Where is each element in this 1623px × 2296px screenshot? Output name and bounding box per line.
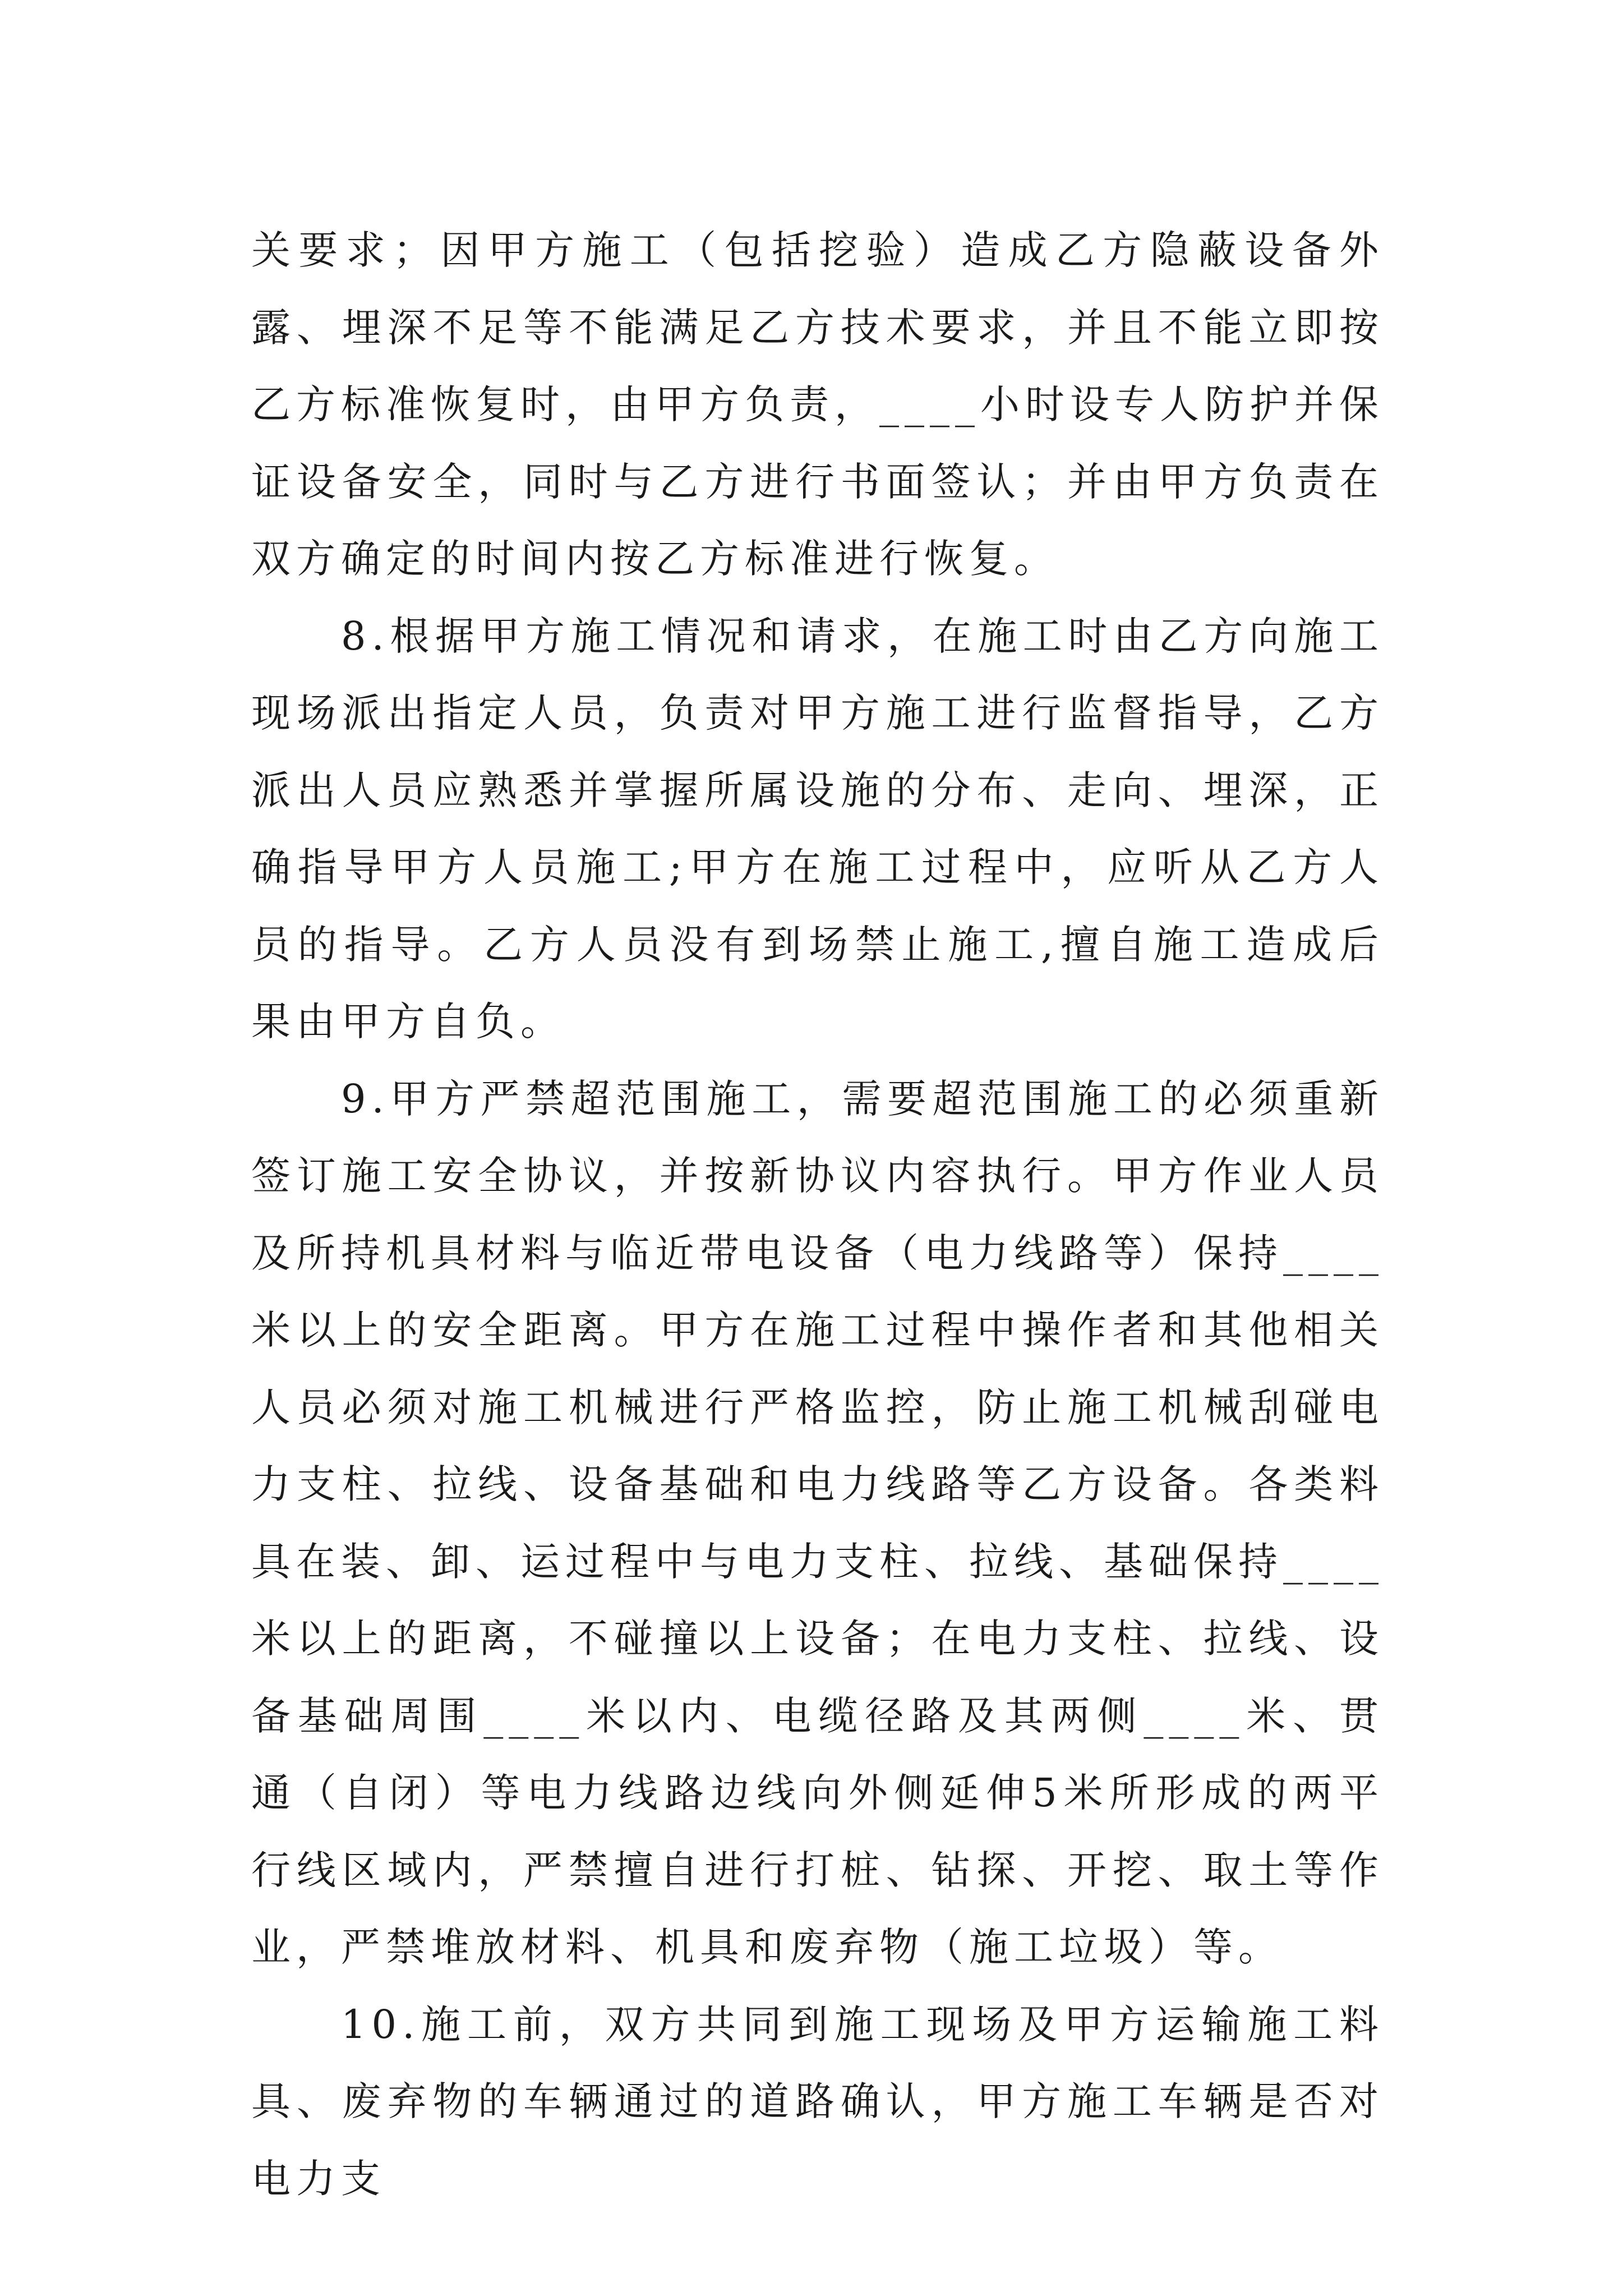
- paragraph-9: 9.甲方严禁超范围施工，需要超范围施工的必须重新签订施工安全协议，并按新协议内容执行。甲方作业人员及所持机具材料与临近带电设备（电力线路等）保持____米以上的安全距离。甲方在施工过程中操作者和其他相关人员必须对施工机械进行严格监控，防止施工机械刮碰电力支柱、拉线、设备基础和电力线路等乙方设备。各类料具在装、卸、运过程中与电力支柱、拉线、基础保持____米以上的距离，不碰撞以上设备；在电力支柱、拉线、设备基础周围____米以内、电缆径路及其两侧____米、贯通（自闭）等电力线路边线向外侧延伸5米所形成的两平行线区域内，严禁擅自进行打桩、钻探、开挖、取土等作业，严禁堆放材料、机具和废弃物（施工垃圾）等。: [251, 1075, 1384, 1970]
- paragraph-7-continued: 关要求；因甲方施工（包括挖验）造成乙方隐蔽设备外露、埋深不足等不能满足乙方技术要求，并且不能立即按乙方标准恢复时，由甲方负责，____小时设专人防护并保证设备安全，同时与乙方进行书面签认；并由甲方负责在双方确定的时间内按乙方标准进行恢复。: [251, 227, 1384, 582]
- paragraph-10: 10.施工前，双方共同到施工现场及甲方运输施工料具、废弃物的车辆通过的道路确认，甲方施工车辆是否对电力支: [251, 2001, 1384, 2202]
- document-body: [251, 212, 1384, 2217]
- paragraph-8: 8.根据甲方施工情况和请求，在施工时由乙方向施工现场派出指定人员，负责对甲方施工进行监督指导，乙方派出人员应熟悉并掌握所属设施的分布、走向、埋深，正确指导甲方人员施工;甲方在施工过程中，应听从乙方人员的指导。乙方人员没有到场禁止施工,擅自施工造成后果由甲方自负。: [251, 613, 1384, 1045]
